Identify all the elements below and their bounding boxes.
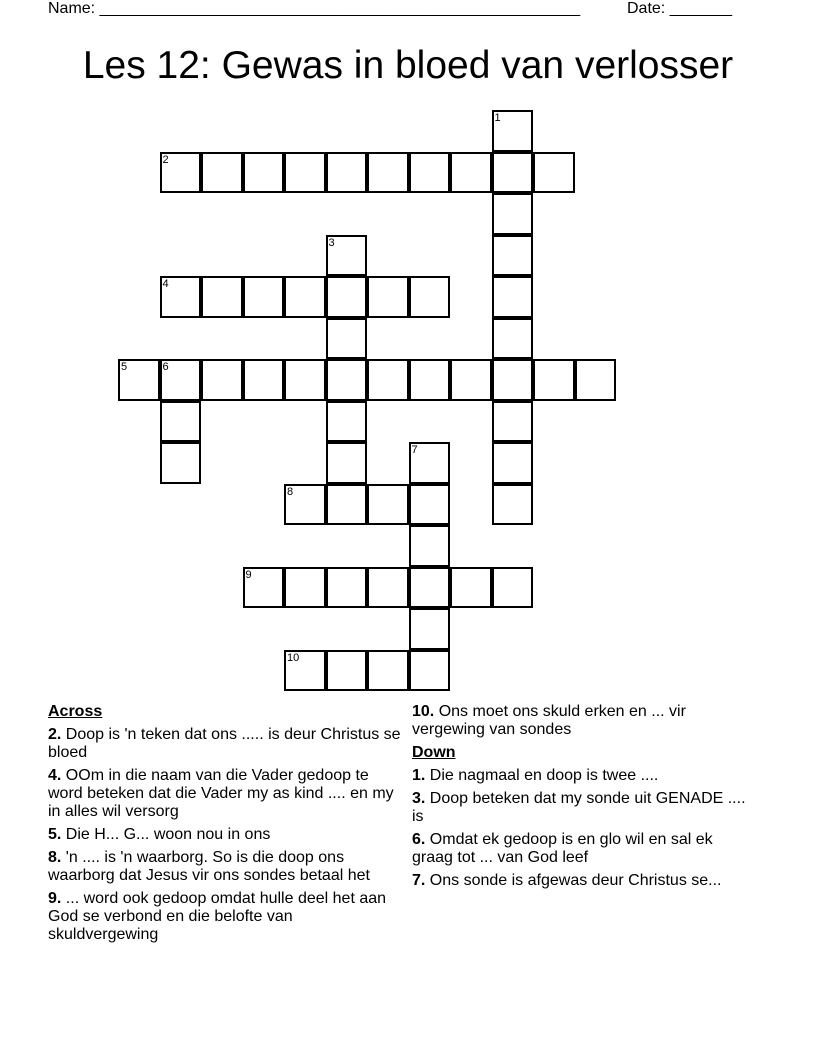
clue-text: Die nagmaal en doop is twee .... (429, 767, 659, 784)
crossword-cell[interactable] (243, 567, 285, 609)
crossword-cell[interactable] (492, 152, 534, 194)
crossword-cell[interactable] (160, 401, 202, 443)
crossword-cell[interactable] (492, 193, 534, 235)
clue-text: Ons moet ons skuld erken en ... vir vergewing van sondes (412, 703, 686, 738)
crossword-cell[interactable] (575, 359, 617, 401)
crossword-cell[interactable] (367, 152, 409, 194)
crossword-cell[interactable] (409, 484, 451, 526)
page-title: Les 12: Gewas in bloed van verlosser (82, 44, 734, 87)
cell-number: 8 (287, 485, 294, 498)
crossword-cell[interactable] (326, 235, 368, 277)
crossword-cell[interactable] (450, 152, 492, 194)
clues-right-column (412, 703, 752, 895)
crossword-cell[interactable] (492, 567, 534, 609)
across-heading: Across (48, 703, 103, 720)
crossword-cell[interactable] (326, 318, 368, 360)
crossword-cell[interactable] (326, 276, 368, 318)
clue-text: Die H... G... woon nou in ons (65, 826, 271, 843)
clue-number: 4. (48, 767, 62, 784)
crossword-cell[interactable] (409, 567, 451, 609)
clue-number: 8. (48, 849, 62, 866)
crossword-cell[interactable] (533, 152, 575, 194)
crossword-cell[interactable] (492, 110, 534, 152)
crossword-cell[interactable] (367, 484, 409, 526)
clue-text: Omdat ek gedoop is en glo wil en sal ek graag tot ... van God leef (412, 831, 713, 866)
crossword-cell[interactable] (160, 276, 202, 318)
crossword-cell[interactable] (243, 276, 285, 318)
clue-text: OOm in die naam van die Vader gedoop te word beteken dat die Vader my as kind .... en my in alles wil versorg (48, 767, 394, 820)
crossword-cell[interactable] (533, 359, 575, 401)
crossword-cell[interactable] (409, 276, 451, 318)
crossword-cell[interactable] (284, 359, 326, 401)
crossword-cell[interactable] (367, 650, 409, 692)
crossword-cell[interactable] (284, 650, 326, 692)
clue-text: ... word ook gedoop omdat hulle deel het aan God se verbond en die belofte van skuldvergewing (48, 890, 387, 943)
clue-down-7 (412, 872, 752, 890)
crossword-cell[interactable] (284, 152, 326, 194)
crossword-cell[interactable] (367, 359, 409, 401)
clue-text: 'n .... is 'n waarborg. So is die doop ons waarborg dat Jesus vir ons sondes betaal het (48, 849, 370, 884)
crossword-cell[interactable] (284, 484, 326, 526)
crossword-cell[interactable] (201, 152, 243, 194)
clues-left-column (48, 703, 404, 949)
cell-number: 6 (162, 361, 169, 373)
crossword-cell[interactable] (409, 442, 451, 484)
crossword-cell[interactable] (492, 235, 534, 277)
clue-down-6 (412, 831, 752, 867)
clue-across-4 (48, 767, 404, 821)
crossword-cell[interactable] (492, 276, 534, 318)
cell-number: 2 (162, 153, 169, 166)
cell-number: 5 (121, 361, 128, 373)
down-heading: Down (412, 744, 456, 761)
crossword-cell[interactable] (409, 525, 451, 567)
crossword-cell[interactable] (409, 152, 451, 194)
date-field: Date: _______ (627, 0, 732, 17)
name-field: Name: ______________________________________________________ (48, 0, 581, 17)
clue-down-1 (412, 767, 752, 785)
crossword-cell[interactable] (201, 276, 243, 318)
crossword-cell[interactable] (160, 442, 202, 484)
crossword-cell[interactable] (492, 442, 534, 484)
crossword-cell[interactable] (118, 359, 160, 401)
clue-across-2 (48, 726, 404, 762)
clue-number: 1. (412, 767, 426, 784)
clue-text: Doop is 'n teken dat ons ..... is deur Christus se bloed (48, 726, 401, 761)
crossword-cell[interactable] (284, 567, 326, 609)
crossword-cell[interactable] (492, 318, 534, 360)
clue-across-8 (48, 849, 404, 885)
clue-number: 3. (412, 790, 426, 807)
crossword-cell[interactable] (284, 276, 326, 318)
cell-number: 1 (494, 112, 501, 124)
crossword-cell[interactable] (450, 359, 492, 401)
crossword-cell[interactable] (492, 359, 534, 401)
crossword-cell[interactable] (326, 567, 368, 609)
crossword-cell[interactable] (326, 359, 368, 401)
clue-text: Doop beteken dat my sonde uit GENADE .... is (412, 790, 746, 825)
clue-number: 9. (48, 890, 62, 907)
cell-number: 9 (245, 568, 252, 581)
clue-across-5 (48, 826, 404, 844)
clue-number: 6. (412, 831, 426, 848)
crossword-cell[interactable] (409, 650, 451, 692)
clue-down-3 (412, 790, 752, 826)
crossword-cell[interactable] (326, 442, 368, 484)
crossword-cell[interactable] (326, 152, 368, 194)
crossword-cell[interactable] (160, 152, 202, 194)
crossword-cell[interactable] (326, 401, 368, 443)
crossword-cell[interactable] (492, 401, 534, 443)
clue-number: 7. (412, 872, 426, 889)
crossword-cell[interactable] (326, 484, 368, 526)
crossword-cell[interactable] (450, 567, 492, 609)
cell-number: 3 (328, 236, 335, 249)
clue-text: Ons sonde is afgewas deur Christus se... (429, 872, 722, 889)
clue-number: 10. (412, 703, 435, 720)
crossword-cell[interactable] (492, 484, 534, 526)
clue-across-10 (412, 703, 752, 739)
crossword-cell[interactable] (367, 276, 409, 318)
clue-across-9 (48, 890, 404, 944)
crossword-cell[interactable] (409, 608, 451, 650)
crossword-cell[interactable] (367, 567, 409, 609)
crossword-cell[interactable] (243, 152, 285, 194)
crossword-cell[interactable] (160, 359, 202, 401)
cell-number: 7 (411, 444, 418, 456)
cell-number: 10 (287, 651, 300, 664)
cell-number: 4 (162, 278, 169, 290)
crossword-cell[interactable] (326, 650, 368, 692)
clue-number: 5. (48, 826, 62, 843)
crossword-cell[interactable] (201, 359, 243, 401)
clue-number: 2. (48, 726, 62, 743)
crossword-cell[interactable] (243, 359, 285, 401)
crossword-cell[interactable] (409, 359, 451, 401)
